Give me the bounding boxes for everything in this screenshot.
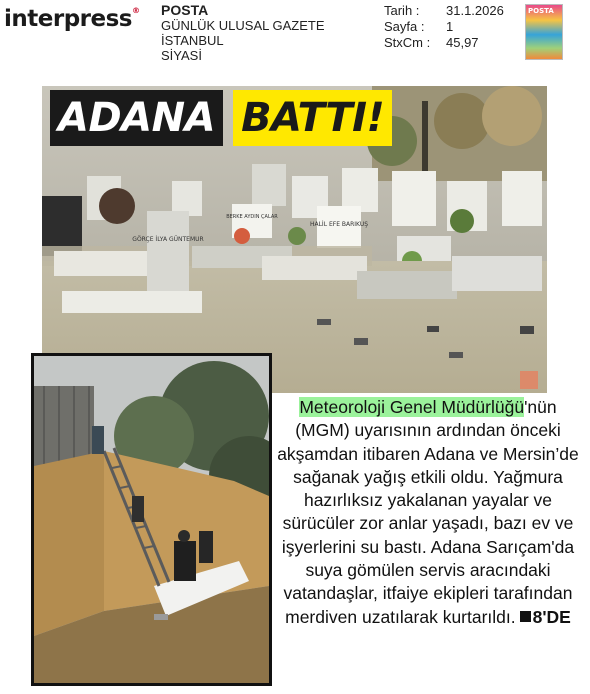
- publication-name: POSTA: [161, 2, 209, 18]
- thumbnail-label: POSTA: [528, 7, 554, 15]
- headline-part2: BATTI!: [233, 90, 392, 146]
- headline: [44, 90, 398, 146]
- headstone-inscription: GÖRÇE İLYA GÜNTEMUR: [132, 236, 204, 243]
- publication-section: SİYASİ: [161, 48, 202, 63]
- meta-value: 1: [446, 19, 454, 34]
- meta-value: 31.1.2026: [446, 3, 504, 18]
- registered-mark: ®: [131, 6, 140, 15]
- highlighted-text: Meteoroloji Genel Müdürlüğü: [299, 397, 525, 417]
- meta-key: StxCm :: [384, 35, 431, 50]
- clipping-meta: [384, 3, 504, 51]
- article-body-text: 'nün (MGM) uyarısının ardından önceki akşamdan itibaren Adana ve Mersin’de sağanak yağış etkili oldu. Yağmura hazırlıksız yakalanan yayalar ve sürücüler zor anlar yaşadı, bazı ev ve işyerlerini su bastı. Adana Sarıçam'da suya gömülen servis aracındaki vatandaşlar, itfaiye ekipleri tarafından merdiven uzatılarak kurtarıldı.: [277, 397, 579, 627]
- meta-key: Tarih :: [384, 3, 420, 18]
- publication-info: [161, 3, 325, 63]
- meta-row-stxcm: [384, 35, 504, 51]
- meta-row-page: [384, 19, 504, 35]
- agency-logo: [4, 6, 139, 32]
- agency-logo-text: interpress: [4, 6, 132, 32]
- newspaper-thumbnail: [525, 4, 563, 60]
- headstone-inscription: BERKE AYDIN ÇALAR: [226, 214, 278, 220]
- headline-part1: ADANA: [50, 90, 223, 146]
- inset-photo-ladder-rescue: [31, 353, 272, 686]
- meta-value: 45,97: [446, 35, 479, 50]
- publication-type: GÜNLÜK ULUSAL GAZETE: [161, 18, 325, 33]
- page-reference: 8'DE: [532, 606, 571, 627]
- article-body: [276, 396, 580, 629]
- meta-key: Sayfa :: [384, 19, 425, 34]
- headstone-inscription: HALİL EFE BARIKUŞ: [309, 221, 369, 228]
- ladder-rescue-illustration: [34, 356, 269, 683]
- end-square-icon: [520, 611, 531, 622]
- publication-city: İSTANBUL: [161, 33, 224, 48]
- meta-row-date: [384, 3, 504, 19]
